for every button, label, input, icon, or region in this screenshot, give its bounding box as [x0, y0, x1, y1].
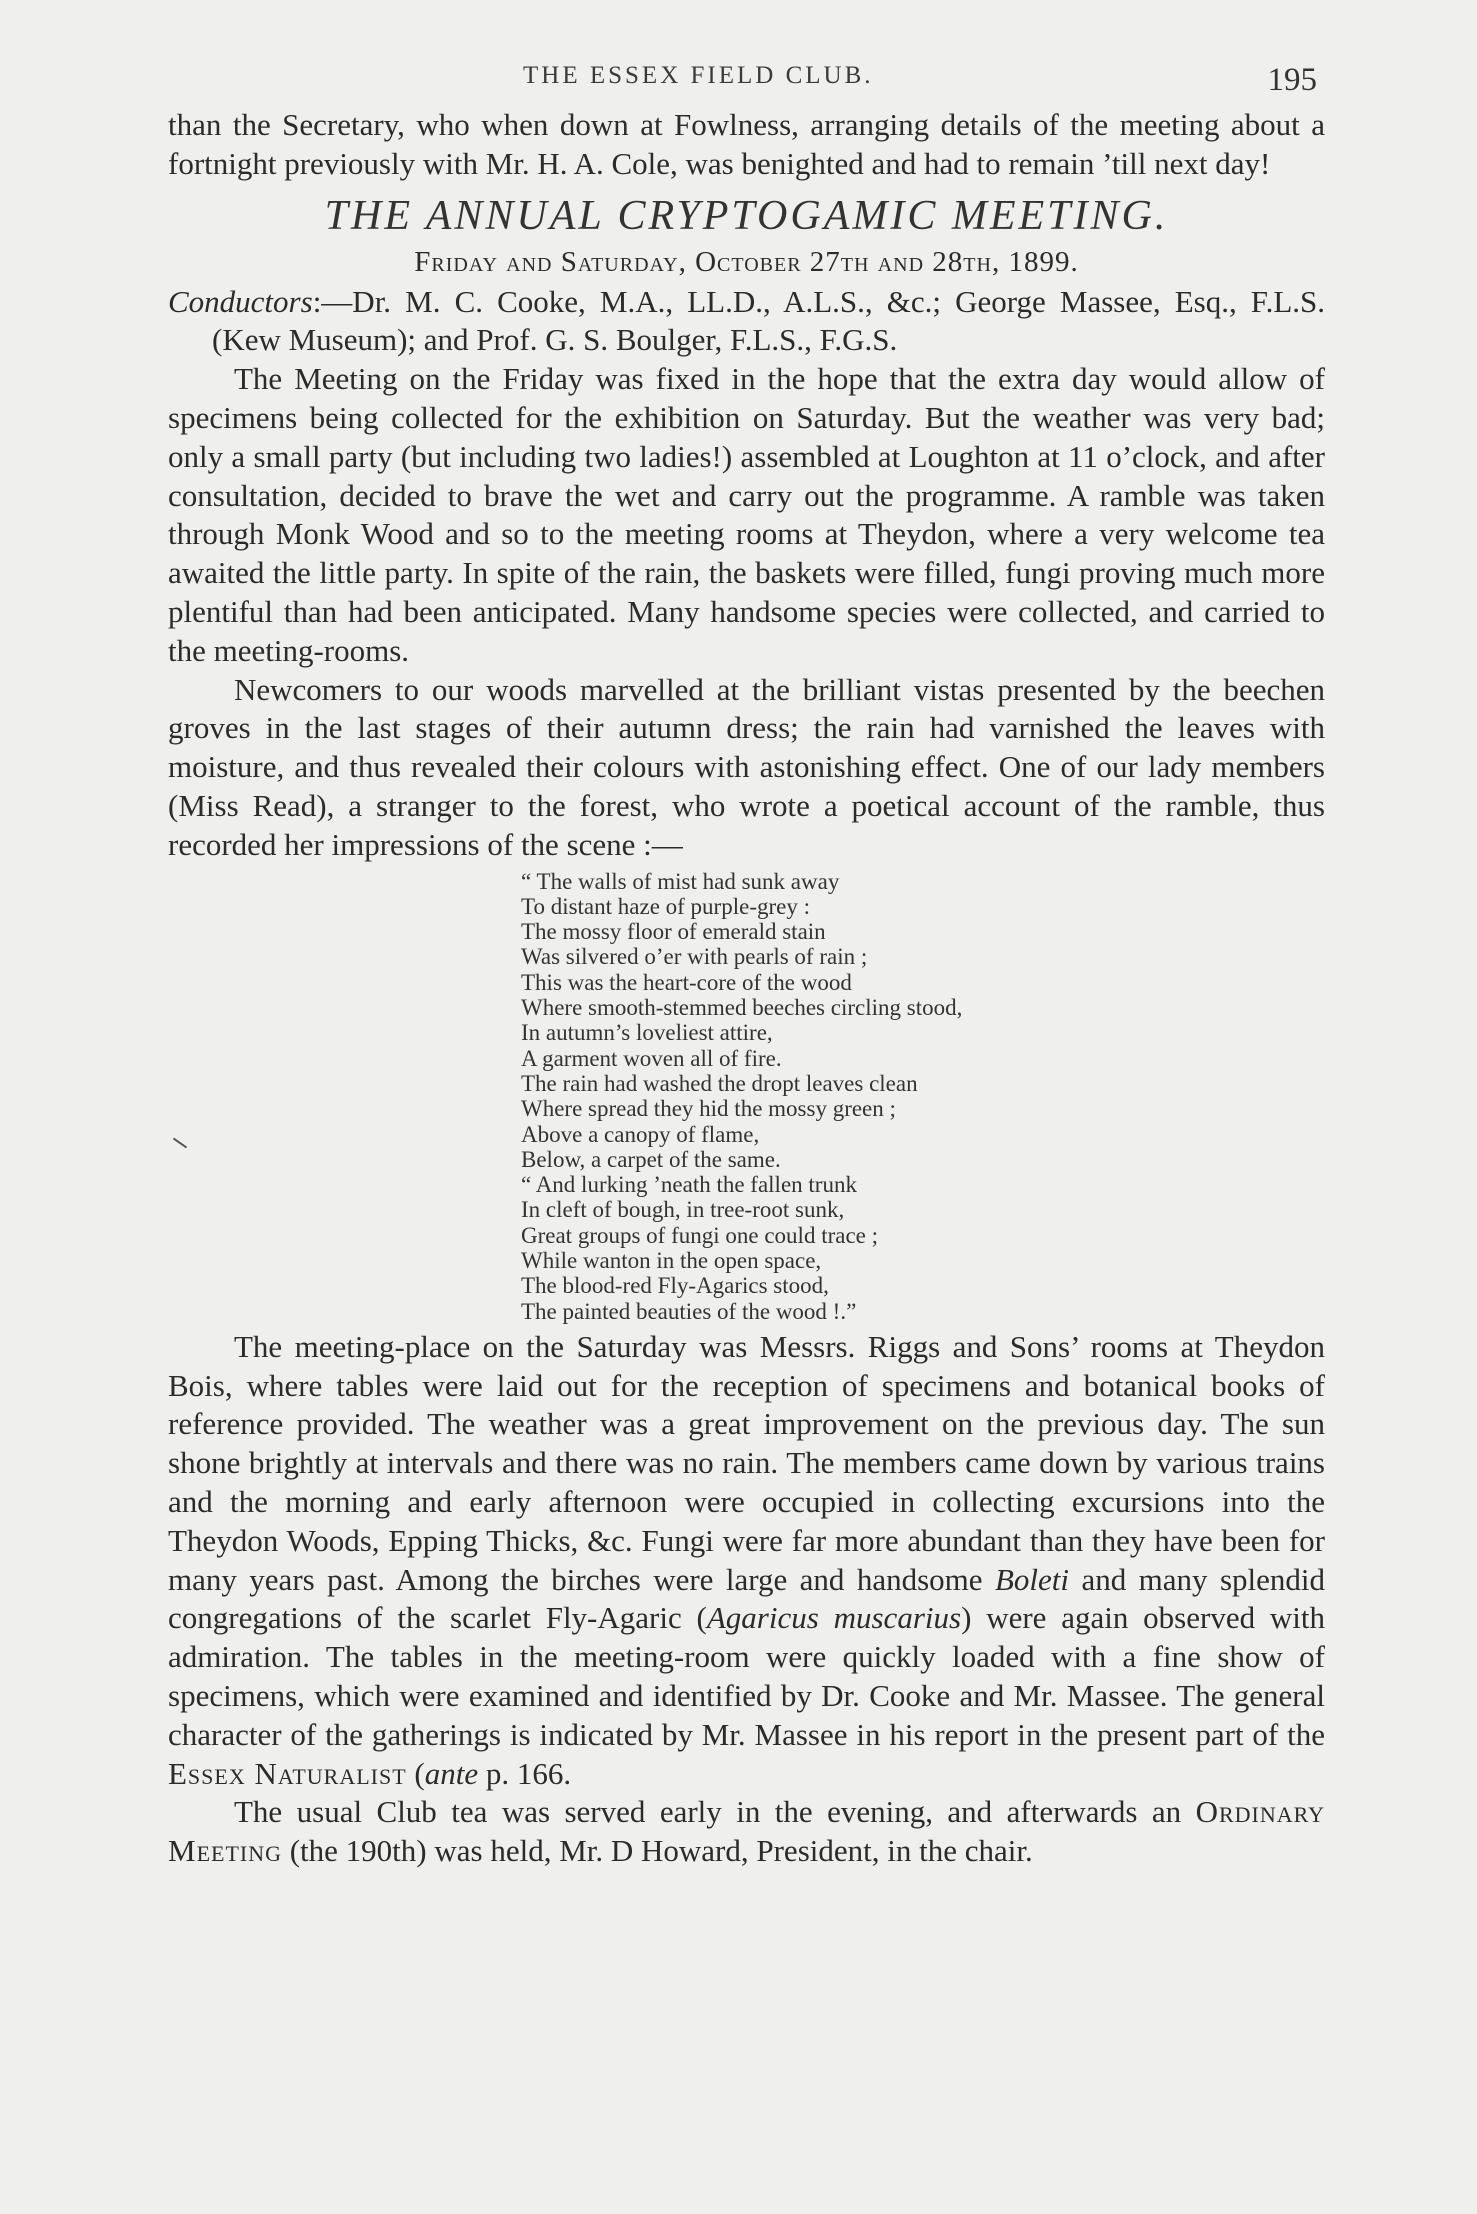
book-page — [168, 56, 1325, 1871]
section-title: THE ANNUAL CRYPTOGAMIC MEETING. — [324, 192, 1169, 239]
poem-line: This was the heart-core of the wood — [521, 969, 852, 995]
poem-line: The painted beauties of the wood !.” — [521, 1298, 857, 1324]
ordinary-meeting-term: Ordinary Meeting — [168, 1794, 1325, 1869]
poem — [521, 869, 1325, 1324]
poem-line: “ And lurking ’neath the fallen trunk — [521, 1172, 857, 1198]
newcomers-paragraph: Newcomers to our woods marvelled at the brilliant vistas presented by the beechen groves in the last stages of their autumn dress; the rain had varnished the leaves with moisture, and thus revealed their colours with astonishing effect. One of our lady members (Miss Read), a stranger to the forest, who wrote a poetical account of the ramble, thus recorded her impressions of the scene :— — [168, 671, 1325, 862]
club-tea-paragraph — [168, 1793, 1325, 1871]
poem-line: To distant haze of purple-grey : — [521, 893, 810, 919]
conductors-text: :—Dr. M. C. Cooke, M.A., LL.D., A.L.S., &c.; George Massee, Esq., F.L.S. (Kew Museum); and Prof. G. S. Boulger, F.L.S., F.G.S. — [212, 283, 1325, 358]
poem-line: Where smooth-stemmed beeches circling stood, — [521, 995, 963, 1021]
boleti-term: Boleti — [995, 1561, 1070, 1597]
saturday-paragraph — [168, 1328, 1325, 1794]
club-tea-text-1: The usual Club tea was served early in the evening, and afterwards an — [234, 1794, 1196, 1830]
conductors-label: Conductors — [168, 283, 313, 319]
poem-line: While wanton in the open space, — [521, 1248, 822, 1273]
poem-line: The mossy floor of emerald stain — [521, 919, 826, 945]
ante-term: ante — [424, 1755, 479, 1791]
poem-line: The rain had washed the dropt leaves clean — [521, 1070, 918, 1096]
running-title: THE ESSEX FIELD CLUB. — [523, 62, 874, 89]
poem-line: Great groups of fungi one could trace ; — [521, 1222, 879, 1248]
page-number: 195 — [1267, 62, 1317, 98]
poem-line: The blood-red Fly-Agarics stood, — [521, 1273, 829, 1299]
poem-line: In cleft of bough, in tree-root sunk, — [521, 1197, 845, 1223]
saturday-text-1: The meeting-place on the Saturday was Messrs. Riggs and Sons’ rooms at Theydon Bois, where tables were laid out for the reception of specimens and botanical books of reference provided. The weather was a great improvement on the previous day. The sun shone brightly at intervals and there was no rain. The members came down by various trains and the morning and early afternoon were occupied in collecting excursions into the Theydon Woods, Epping Thicks, &c. Fungi were far more abundant than they have been for many years past. Among the birches were large and handsome — [168, 1328, 1325, 1597]
poem-line: A garment woven all of fire. — [521, 1045, 782, 1071]
poem-line: “ The walls of mist had sunk away — [521, 868, 840, 894]
essex-naturalist-title: Essex Naturalist — [168, 1755, 407, 1791]
saturday-text-2: and many splendid congregations of the scarlet Fly-Agaric ( — [168, 1561, 1326, 1636]
poem-line: In autumn’s loveliest attire, — [521, 1020, 773, 1046]
meeting-date-line: Friday and Saturday, October 27th and 28th, 1899. — [414, 245, 1079, 278]
agaricus-term: Agaricus muscarius — [706, 1600, 962, 1636]
friday-paragraph: The Meeting on the Friday was fixed in the hope that the extra day would allow of specimens being collected for the exhibition on Saturday. But the weather was very bad; only a small party (but including two ladies!) assembled at Loughton at 11 o’clock, and after consultation, decided to brave the wet and carry out the programme. A ramble was taken through Monk Wood and so to the meeting rooms at Theydon, where a very welcome tea awaited the little party. In spite of the rain, the baskets were filled, fungi proving much more plentiful than had been anticipated. Many handsome species were collected, and carried to the meeting-rooms. — [168, 361, 1325, 668]
saturday-text-5: p. 166. — [478, 1755, 572, 1791]
poem-line: Was silvered o’er with pearls of rain ; — [521, 944, 868, 970]
club-tea-text-2: (the 190th) was held, Mr. D Howard, President, in the chair. — [281, 1833, 1033, 1869]
saturday-text-4: ( — [406, 1755, 425, 1791]
poem-line: Above a canopy of flame, — [521, 1121, 760, 1147]
saturday-text-3: ) were again observed with admiration. The tables in the meeting-room were quickly loaded with a fine show of specimens, which were examined and identified by Dr. Cooke and Mr. Massee. The general character of the gatherings is indicated by Mr. Massee in his report in the present part of the — [168, 1600, 1325, 1752]
poem-line: Where spread they hid the mossy green ; — [521, 1096, 896, 1122]
running-head — [168, 56, 1325, 106]
opening-paragraph: than the Secretary, who when down at Fowlness, arranging details of the meeting about a fortnight previously with Mr. H. A. Cole, was benighted and had to remain ’till next day! — [168, 107, 1325, 181]
conductors-line — [168, 283, 1325, 361]
poem-line: Below, a carpet of the same. — [521, 1146, 781, 1172]
